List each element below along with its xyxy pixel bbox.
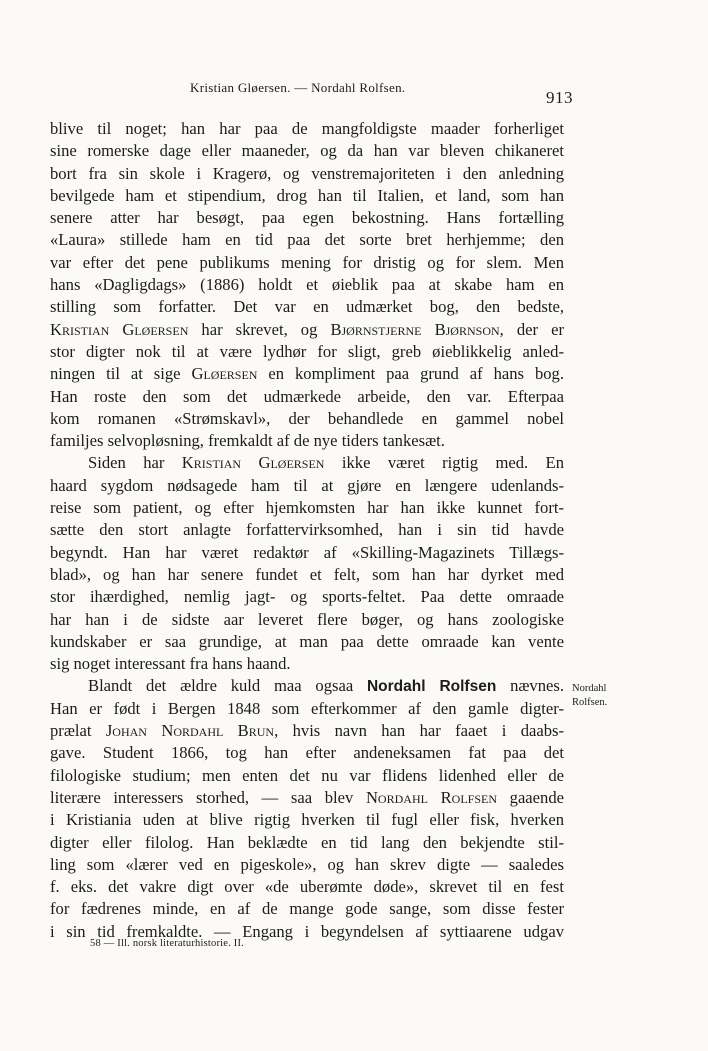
text-line: [50, 319, 564, 341]
text-line: i sin tid fremkaldte. — Engang i begyndelsen af syttiaarene udgav: [50, 921, 564, 941]
text-run: Siden har: [88, 453, 182, 473]
text-run: gaaende: [497, 787, 564, 807]
text-line: for fædrenes minde, en af de mange gode sange, som disse fester: [50, 899, 564, 919]
text-line: digter eller filolog. Han beklædte en tid lang den bekjendte stil-: [50, 832, 564, 852]
text-line: bort fra sin skole i Kragerø, og venstremajoriteten i den anledning: [50, 163, 564, 183]
text-line: stor digter nok til at være lydhør for sligt, greb øieblikkelig anled-: [50, 341, 564, 361]
text-line: haard sygdom nødsagede ham til at gjøre en længere udenlands-: [50, 475, 564, 495]
text-run: prælat: [50, 721, 106, 741]
bold-name: Nordahl Rolfsen: [366, 678, 497, 696]
text-run: ikke været rigtig med. En: [324, 453, 564, 473]
person-name: Gløersen: [191, 364, 258, 384]
person-name: Kristian Gløersen: [181, 453, 325, 473]
text-line: sine romerske dage eller maaneder, og da han var bleven chikaneret: [50, 141, 564, 161]
text-run: literære interessers storhed, — saa blev: [50, 787, 366, 807]
text-line: filologiske studium; men enten det nu var flidens lidenhed eller de: [50, 765, 564, 785]
person-name: Johan Nordahl Brun: [105, 721, 275, 741]
text-run: , der er: [499, 319, 564, 339]
text-run: , hvis navn han har faaet i daabs-: [274, 721, 565, 741]
text-line: bevilgede ham et stipendium, drog han til Italien, et land, som han: [50, 185, 564, 205]
text-run: en kompliment paa grund af hans bog.: [257, 364, 564, 384]
text-line: familjes selvopløsning, fremkaldt af de nye tiders tankesæt.: [50, 431, 445, 451]
text-line: begyndt. Han har været redaktør af «Skilling-Magazinets Tillægs-: [50, 542, 564, 562]
text-line: kom romanen «Strømskavl», der behandlede en gammel nobel: [50, 408, 564, 428]
text-line: har han i de sidste aar leveret flere bøger, og hans zoologiske: [50, 609, 564, 629]
text-line: gave. Student 1866, tog han efter andeneksamen fat paa det: [50, 743, 564, 763]
text-line: sig noget interessant fra hans haand.: [50, 654, 291, 674]
text-line: Han roste den som det udmærkede arbeide, den var. Efterpaa: [50, 386, 564, 406]
text-line: [50, 720, 564, 742]
text-line: [50, 787, 564, 809]
person-name: Kristian Gløersen: [50, 319, 189, 339]
text-line: «Laura» stillede ham en tid paa det sorte bret herhjemme; den: [50, 230, 564, 250]
text-line: Han er født i Bergen 1848 som efterkommer af den gamle digter-: [50, 698, 564, 718]
text-line: blad», og han har senere fundet et felt, som han har dyrket med: [50, 564, 564, 584]
text-run: ningen til at sige: [50, 364, 192, 384]
text-run: Blandt det ældre kuld maa ogsaa: [88, 676, 367, 696]
text-line: senere atter har besøgt, paa egen bekostning. Hans fortælling: [50, 208, 564, 228]
text-run: nævnes.: [496, 676, 565, 696]
text-line: reise som patient, og efter hjemkomsten har han ikke kunnet fort-: [50, 498, 564, 518]
page-number: 913: [546, 88, 573, 107]
text-line: stor ihærdighed, nemlig jagt- og sports-feltet. Paa dette omraade: [50, 587, 564, 607]
margin-note-line: Nordahl: [572, 683, 607, 694]
text-line: var efter det pene publikums mening for dristig og for slem. Men: [50, 252, 564, 272]
text-line: i Kristiania uden at blive rigtig hverken til fugl eller fisk, hverken: [50, 810, 564, 830]
text-line: [50, 452, 564, 474]
person-name: Bjørnstjerne Bjørnson: [330, 319, 500, 339]
text-line: [50, 675, 564, 697]
text-run: har skrevet, og: [188, 319, 331, 339]
text-line: sætte den stort anlagte forfattervirksomhed, han i sin tid havde: [50, 520, 564, 540]
margin-note: [572, 682, 607, 710]
running-title: Kristian Gløersen. — Nordahl Rolfsen.: [190, 80, 406, 95]
text-line: blive til noget; han har paa de mangfoldigste maader forherliget: [50, 119, 564, 138]
signature-line: 58 — Ill. norsk literaturhistorie. II.: [90, 938, 244, 949]
text-line: ling som «lærer ved en pigeskole», og han skrev digte — saaledes: [50, 854, 564, 874]
margin-note-line: Rolfsen.: [572, 697, 608, 708]
text-line: stilling som forfatter. Det var en udmærket bog, den bedste,: [50, 297, 564, 317]
text-line: hans «Dagligdags» (1886) holdt et øieblik paa at skabe ham en: [50, 275, 564, 295]
text-line: f. eks. det vakre digt over «de uberømte døde», skrevet til en fest: [50, 877, 564, 897]
text-line: kundskaber er saa grundige, at man paa dette omraade kan vente: [50, 631, 564, 651]
body-text: [50, 118, 564, 943]
text-line: [50, 363, 564, 385]
person-name: Nordahl Rolfsen: [365, 787, 497, 807]
